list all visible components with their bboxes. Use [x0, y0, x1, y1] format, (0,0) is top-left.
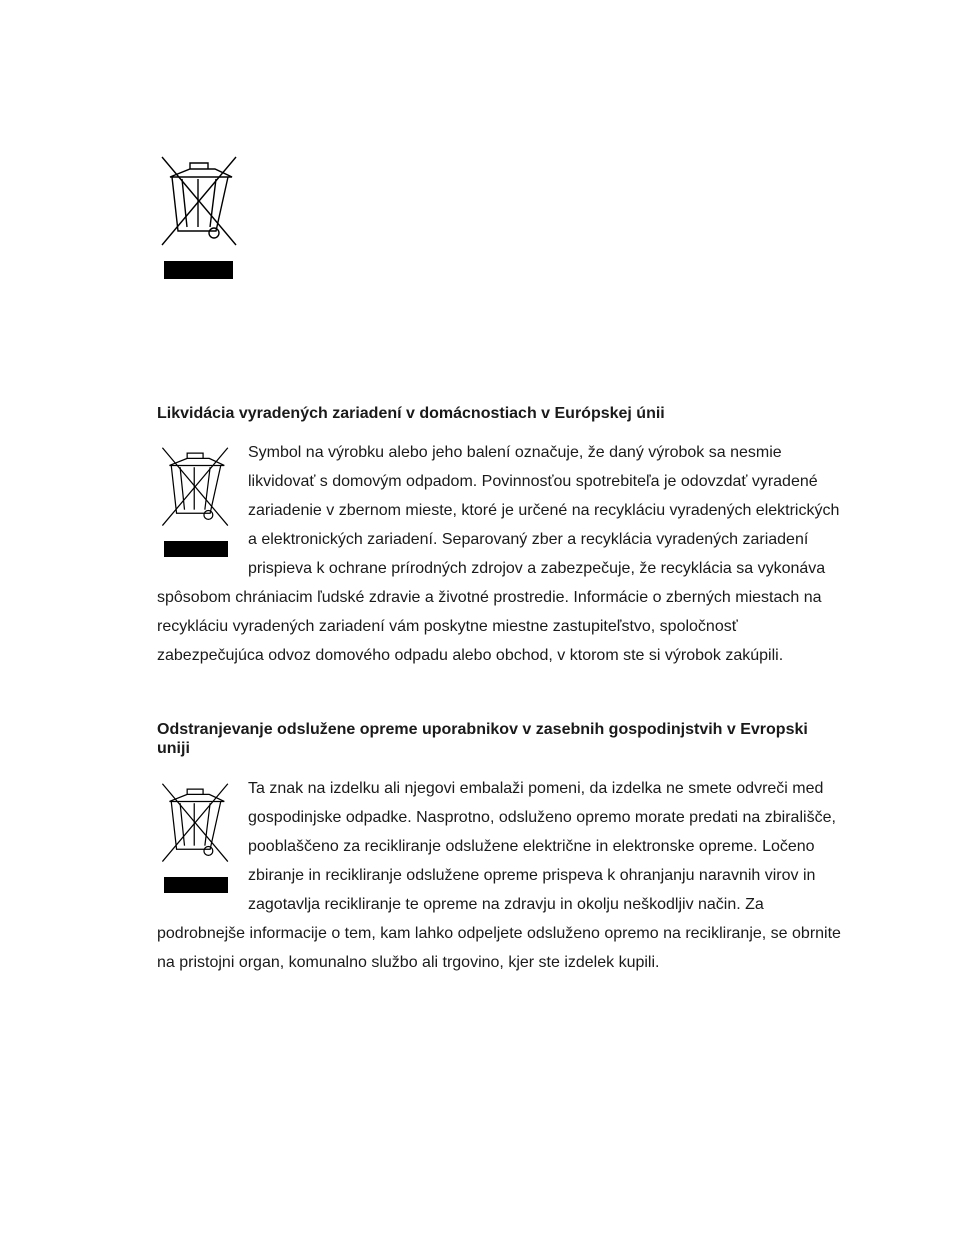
text-line: a elektronických zariadení. Separovaný zber a recyklácia vyradených zariadení: [248, 531, 809, 548]
black-bar: [164, 261, 233, 279]
text-line: spôsobom chrániacim ľudské zdravie a životné prostredie. Informácie o zberných miestach na: [157, 589, 822, 606]
section-2-title: [157, 720, 877, 758]
text-line: zariadenie v zbernom mieste, ktoré je určené na recykláciu vyradených elektrických: [248, 502, 840, 519]
text-line: prispieva k ochrane prírodných zdrojov a zabezpečuje, že recyklácia sa vykonáva: [248, 560, 826, 577]
section-1-body: [157, 438, 917, 670]
section-1-title: Likvidácia vyradených zariadení v domácnostiach v Európskej únii: [157, 405, 665, 422]
section-2-body: [157, 774, 917, 977]
text-line: zabezpečujúca odvoz domového odpadu alebo obchod, v ktorom ste si výrobok zakúpili.: [157, 647, 784, 664]
title-line: Odstranjevanje odslužene opreme uporabnikov v zasebnih gospodinjstvih v Evropski: [157, 721, 808, 738]
text-line: zbiranje in recikliranje odslužene opreme prispeva k ohranjanju naravnih virov in: [248, 867, 816, 884]
text-line: gospodinjske odpadke. Nasprotno, odsluženo opremo morate predati na zbirališče,: [248, 809, 836, 826]
crossed-out-wheelie-bin-icon: [160, 155, 240, 250]
text-line: zagotavlja recikliranje te opreme na zdravju in okolju neškodljiv način. Za: [248, 896, 764, 913]
text-line: podrobnejše informacije o tem, kam lahko odpeljete odsluženo opremo na recikliranje, se obrnite: [157, 925, 841, 942]
title-line: uniji: [157, 740, 190, 757]
text-line: pooblaščeno za recikliranje odslužene električne in elektronske opreme. Ločeno: [248, 838, 815, 855]
weee-symbol-top: [160, 155, 240, 280]
text-line: Symbol na výrobku alebo jeho balení označuje, že daný výrobok sa nesmie: [248, 444, 782, 461]
text-line: likvidovať s domovým odpadom. Povinnosťou spotrebiteľa je odovzdať vyradené: [248, 473, 818, 490]
text-line: Ta znak na izdelku ali njegovi embalaži pomeni, da izdelka ne smete odvreči med: [248, 780, 824, 797]
text-line: recykláciu vyradených zariadení vám poskytne miestne zastupiteľstvo, spoločnosť: [157, 618, 738, 635]
text-line: na pristojni organ, komunalno službo ali trgovino, kjer ste izdelek kupili.: [157, 954, 660, 971]
